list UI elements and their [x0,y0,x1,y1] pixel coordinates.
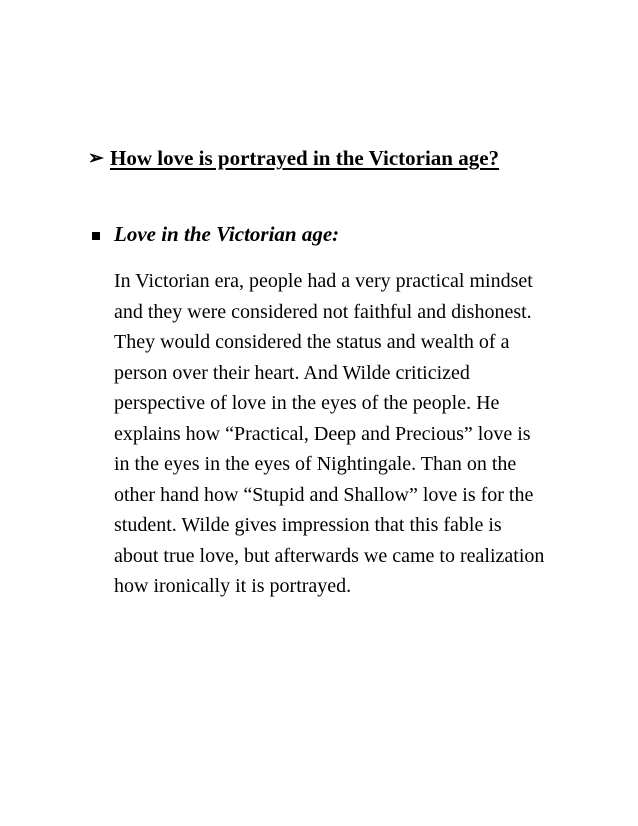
body-line: perspective of love in the eyes of the people. He [114,392,500,414]
arrow-bullet-icon: ➢ [88,148,104,169]
subheading-text: Love in the Victorian age: [114,222,340,246]
body-line: about true love, but afterwards we came to realization [114,544,545,567]
body-line: how ironically it is portrayed. [114,575,352,597]
body-line: other hand how “Stupid and Shallow” love is for the [114,483,534,506]
section-heading [88,146,499,171]
body-line: They would considered the status and wealth of a [114,331,510,353]
body-line: and they were considered not faithful and dishonest. [114,300,532,323]
body-line: person over their heart. And Wilde criticized [114,361,470,384]
body-paragraph [114,266,584,602]
body-line: explains how “Practical, Deep and Precious” love is [114,422,531,445]
body-line: In Victorian era, people had a very practical mindset [114,270,533,292]
square-bullet-icon [92,232,100,240]
subheading [92,222,339,247]
heading-text: How love is portrayed in the Victorian age? [110,146,500,170]
body-line: student. Wilde gives impression that this fable is [114,514,502,536]
body-line: in the eyes in the eyes of Nightingale. Than on the [114,453,517,475]
